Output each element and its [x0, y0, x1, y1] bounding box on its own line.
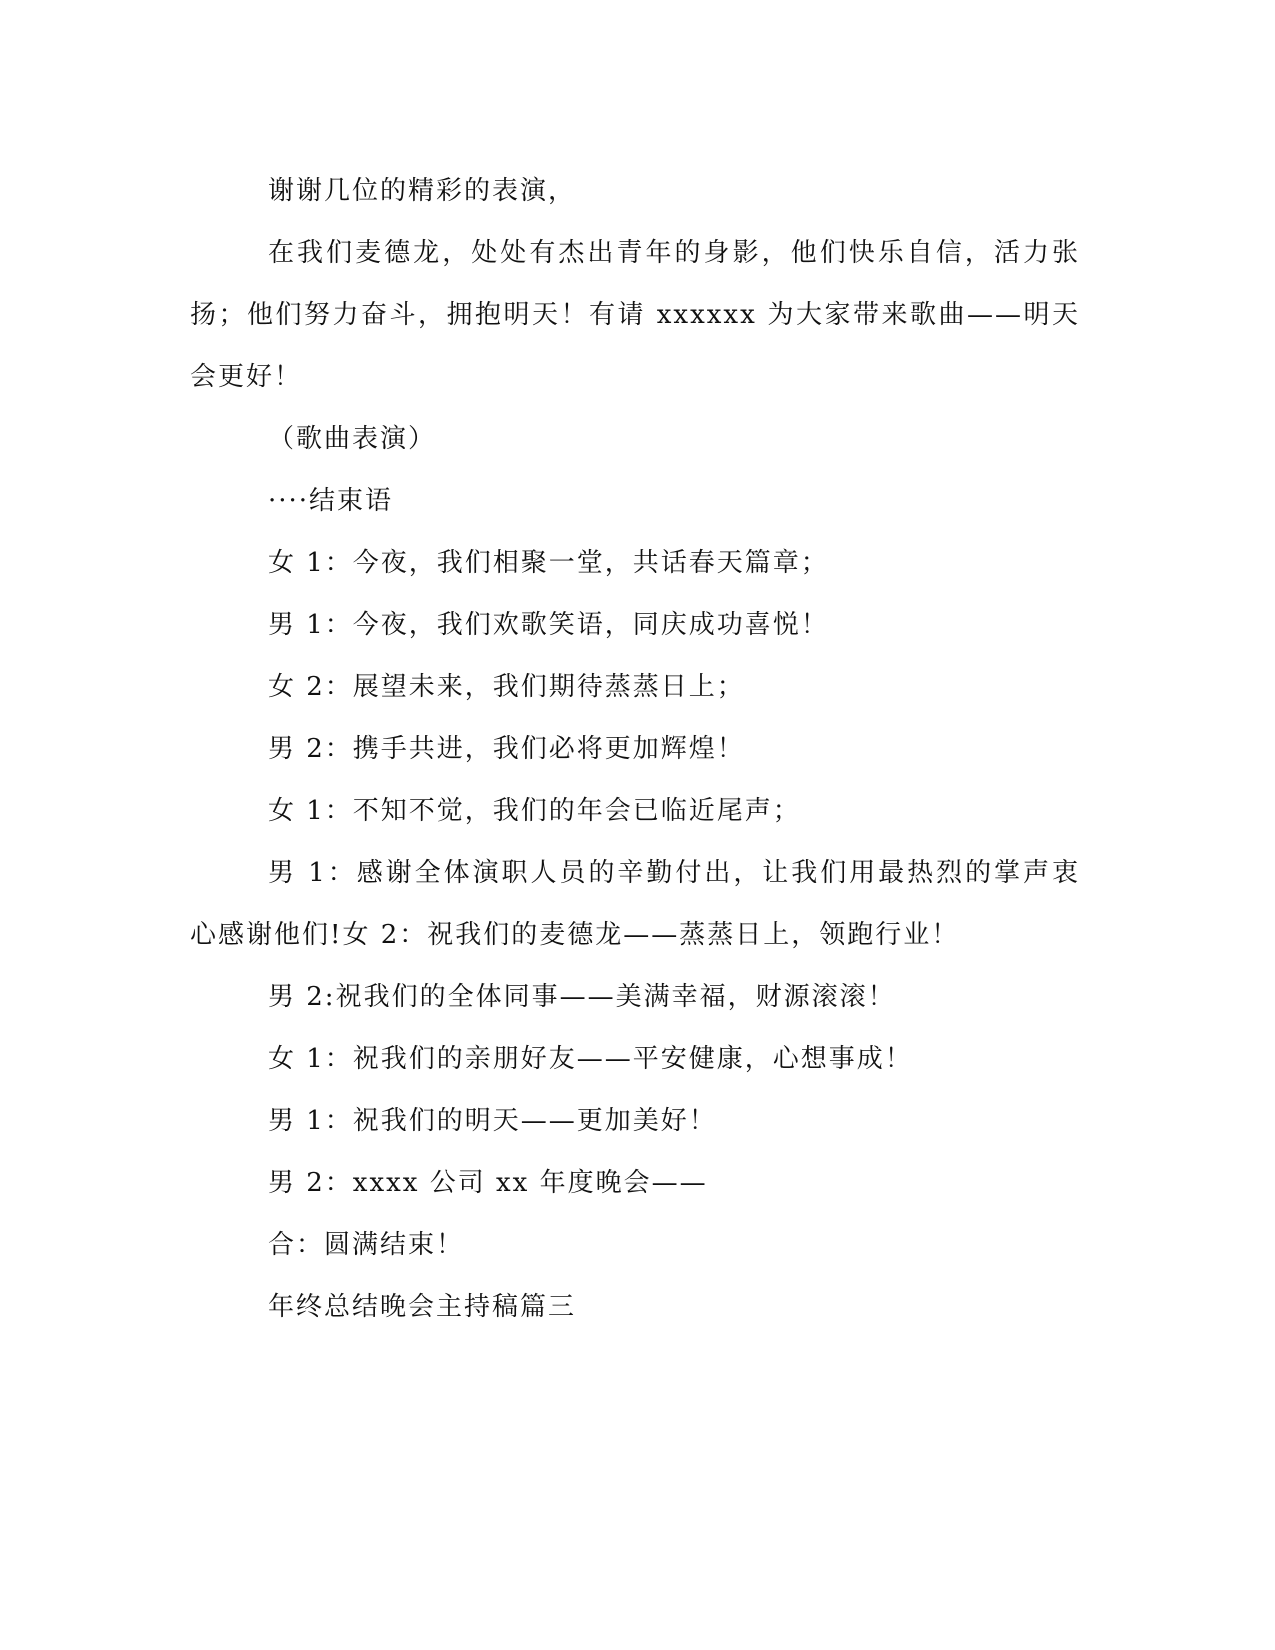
paragraph-female1-line1: 女 1：今夜，我们相聚一堂，共话春天篇章；	[268, 548, 829, 578]
paragraph-thanks: 谢谢几位的精彩的表演，	[268, 176, 577, 206]
paragraph-male1-line1: 男 1：今夜，我们欢歌笑语，同庆成功喜悦！	[268, 610, 829, 640]
paragraph-together: 合：圆满结束！	[268, 1230, 465, 1260]
paragraph-male2-line3: 男 2：xxxx 公司 xx 年度晚会——	[268, 1168, 708, 1198]
paragraph-section-title: 年终总结晚会主持稿篇三	[268, 1292, 577, 1322]
paragraph-female2-line1: 女 2：展望未来，我们期待蒸蒸日上；	[268, 672, 745, 702]
paragraph-female1-line3: 女 1：祝我们的亲朋好友——平安健康，心想事成！	[268, 1044, 913, 1074]
paragraph-song-intro: 在我们麦德龙，处处有杰出青年的身影，他们快乐自信，活力张扬；他们努力奋斗，拥抱明天！有请 xxxxxx 为大家带来歌曲——明天会更好！	[190, 238, 1080, 392]
paragraph-male2-line1: 男 2：携手共进，我们必将更加辉煌！	[268, 734, 745, 764]
paragraph-male2-line2: 男 2:祝我们的全体同事——美满幸福，财源滚滚！	[268, 982, 896, 1012]
paragraph-closing-heading: ····结束语	[268, 486, 394, 516]
paragraph-male1-female2-lines: 男 1：感谢全体演职人员的辛勤付出，让我们用最热烈的掌声衷心感谢他们!女 2：祝我们的麦德龙——蒸蒸日上，领跑行业！	[190, 858, 1080, 950]
paragraph-song-performance: （歌曲表演）	[268, 424, 437, 454]
paragraph-female1-line2: 女 1：不知不觉，我们的年会已临近尾声；	[268, 796, 801, 826]
paragraph-male1-line2: 男 1：祝我们的明天——更加美好！	[268, 1106, 717, 1136]
document-body	[190, 160, 1080, 1338]
